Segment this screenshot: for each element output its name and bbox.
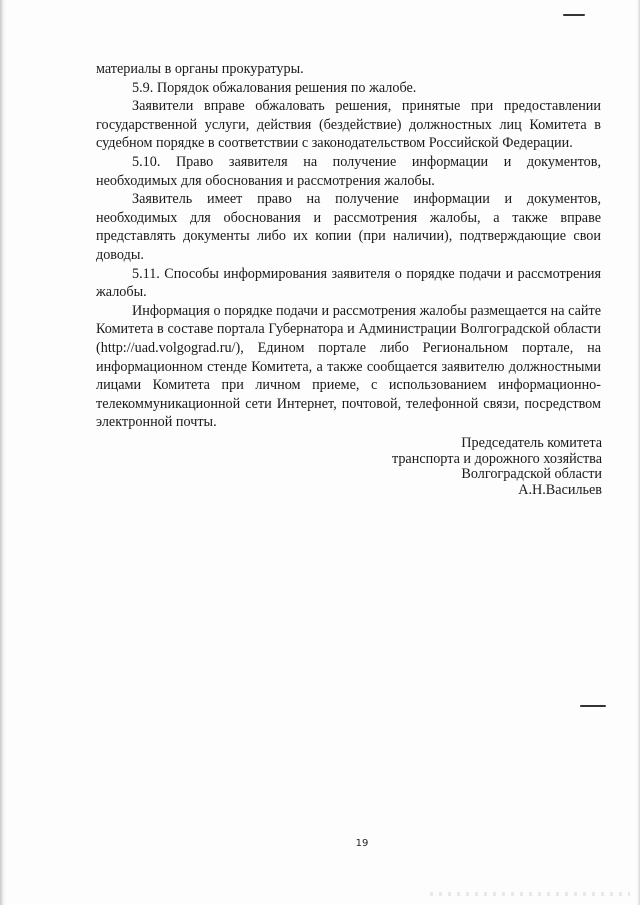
signature-title-line-3: Волгоградской области: [461, 466, 602, 482]
signature-title-line-2: транспорта и дорожного хозяйства: [391, 450, 602, 467]
scan-noise-bottom: [430, 892, 630, 896]
section-heading-5-10: 5.10. Право заявителя на получение информации и документов, необходимых для обоснования и рассмотрения жалобы.: [96, 153, 601, 189]
section-heading-5-11: 5.11. Способы информирования заявителя о порядке подачи и рассмотрения жалобы.: [96, 265, 601, 301]
scan-mark-top: [563, 14, 585, 16]
page-number: 19: [355, 838, 369, 849]
scan-edge-left: [0, 0, 6, 905]
paragraph: Заявители вправе обжаловать решения, принятые при предоставлении государственной услуги, действия (бездействие) должностных лиц Комитета в судебном порядке в соответствии с законодательством Российской Федерации.: [96, 98, 601, 152]
paragraph: материалы в органы прокуратуры.: [96, 61, 304, 77]
paragraph: Заявитель имеет право на получение информации и документов, необходимых для обоснования и рассмотрения жалобы, а также вправе представлять документы либо их копии (при наличии), подтверждающие свои доводы.: [96, 191, 601, 263]
section-heading-5-9: 5.9. Порядок обжалования решения по жалобе.: [132, 79, 417, 96]
scan-mark-right: [580, 705, 606, 707]
signature-block: [380, 436, 602, 498]
paragraph: Информация о порядке подачи и рассмотрения жалобы размещается на сайте Комитета в составе портала Губернатора и Администрации Волгоградской области (http://uad.volgograd.ru/), Едином портале либо Региональном портале, на информационном стенде Комитета, а также сообщается заявителю должностными лицами Комитета при личном приеме, с использованием информационно-телекоммуникационной сети Интернет, почтовой, телефонной связи, посредством электронной почты.: [96, 302, 601, 431]
signatory-name: А.Н.Васильев: [518, 481, 602, 498]
document-body: [96, 60, 601, 432]
signature-title-line-1: Председатель комитета: [461, 435, 602, 451]
